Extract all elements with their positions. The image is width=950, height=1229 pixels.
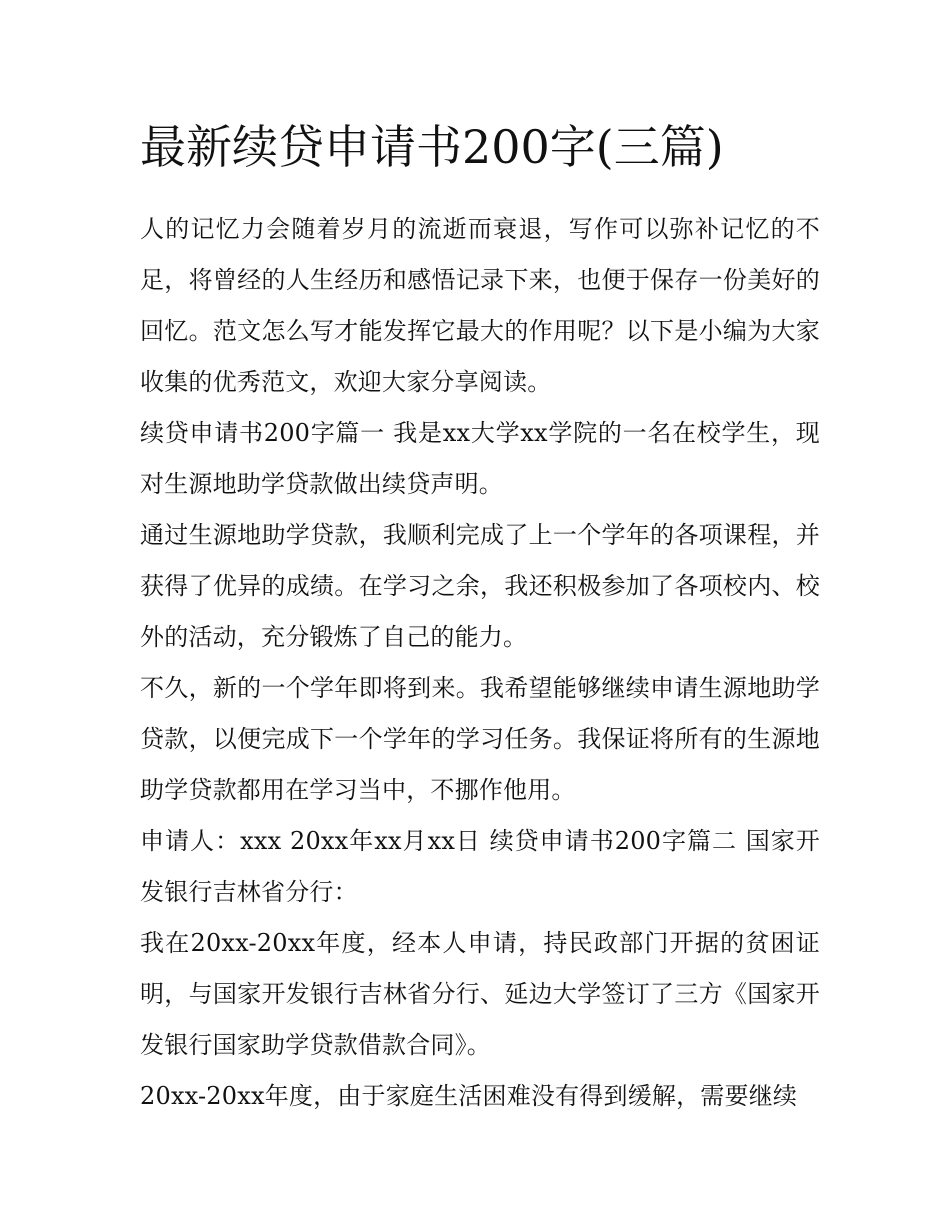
document-title: 最新续贷申请书200字(三篇) (140, 120, 724, 174)
paragraph-letter-one-pledge: 不久，新的一个学年即将到来。我希望能够继续申请生源地助学贷款，以便完成下一个学年的学习任务。我保证将所有的生源地助学贷款都用在学习当中，不挪作他用。 (140, 674, 820, 804)
paragraph-signature-and-letter-two-heading: 申请人：xxx 20xx年xx月xx日 续贷申请书200字篇二 国家开发银行吉林省分行： (140, 827, 820, 906)
paragraph-letter-one-study: 通过生源地助学贷款，我顺利完成了上一个学年的各项课程，并获得了优异的成绩。在学习之余，我还积极参加了各项校内、校外的活动，充分锻炼了自己的能力。 (140, 521, 820, 651)
paragraph-letter-two-continue: 20xx-20xx年度，由于家庭生活困难没有得到缓解，需要继续 (140, 1082, 798, 1110)
document-body (140, 112, 820, 1122)
paragraph-letter-two-contract: 我在20xx-20xx年度，经本人申请，持民政部门开据的贫困证明，与国家开发银行吉林省分行、延边大学签订了三方《国家开发银行国家助学贷款借款合同》。 (140, 929, 820, 1059)
paragraph-intro: 人的记忆力会随着岁月的流逝而衰退，写作可以弥补记忆的不足，将曾经的人生经历和感悟记录下来，也便于保存一份美好的回忆。范文怎么写才能发挥它最大的作用呢？以下是小编为大家收集的优秀范文，欢迎大家分享阅读。 (140, 215, 820, 396)
paragraph-letter-one-opening: 续贷申请书200字篇一 我是xx大学xx学院的一名在校学生，现对生源地助学贷款做出续贷声明。 (140, 419, 820, 498)
